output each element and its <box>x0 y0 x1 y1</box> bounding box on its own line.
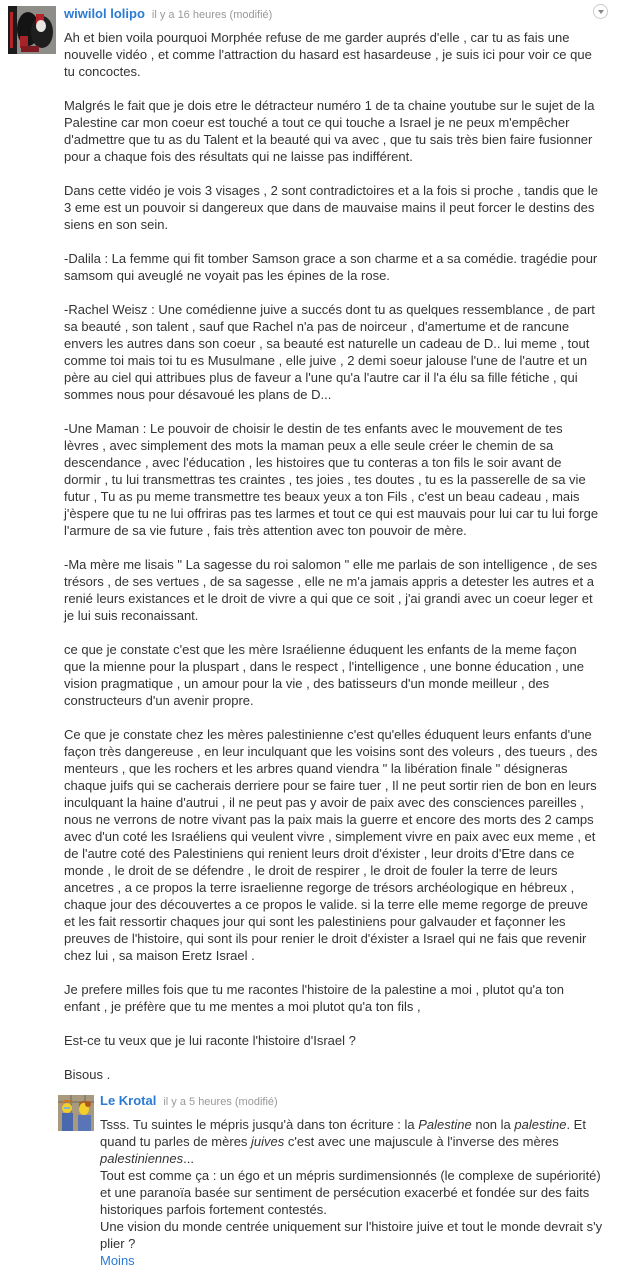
comment-paragraph: Est-ce tu veux que je lui raconte l'histoire d'Israel ? <box>64 1033 356 1048</box>
reply-text <box>100 1116 605 1269</box>
comment-paragraph: Je prefere milles fois que tu me racontes l'histoire de la palestine a moi , plutot qu'a ton enfant , je préfère que tu me mentes a moi plutot qu'a ton fils , <box>64 982 564 1014</box>
comment-paragraph: Bisous . <box>64 1067 111 1082</box>
show-less-link[interactable]: Moins <box>100 1253 135 1268</box>
comment-paragraph: ce que je constate c'est que les mère Israélienne éduquent les enfants de la meme façon que la mienne pour la pluspart , dans le respect , l'intelligence , une bonne éducation , une vision pragmatique , un amour pour la vie , des batisseurs d'un monde meilleur , des constructeurs d'un avenir propre. <box>64 642 584 708</box>
comment-paragraph: Ah et bien voila pourquoi Morphée refuse de me garder auprés d'elle , car tu as fais une nouvelle vidéo , et comme l'attraction du hasard est hasardeuse , je suis ici pour voir ce que tu concoctes. <box>64 30 592 79</box>
author-avatar[interactable] <box>8 6 56 54</box>
reply-author-avatar[interactable] <box>58 1095 94 1131</box>
boxing-gloves-avatar-image <box>8 6 56 54</box>
reply-header <box>100 1093 605 1111</box>
comment-paragraph: Malgrés le fait que je dois etre le détracteur numéro 1 de ta chaine youtube sur le sujet de la Palestine car mon coeur est touché a tout ce qui touche a Israel je ne peux m'empêcher d'admettre que tu as du Talent et la beauté qui va avec , que tu sais très bien faire fusionner pour a chaque fois des résultats qui ne laisse pas indifférent. <box>64 98 595 164</box>
reply-body <box>100 1093 605 1269</box>
comment-text <box>64 29 600 1083</box>
comment-menu-button[interactable] <box>593 4 608 19</box>
comment-paragraph: -Une Maman : Le pouvoir de choisir le destin de tes enfants avec le mouvement de tes lèvres , avec simplement des mots la maman peux a elle seule créer le chemin de sa descendance , avec l'éducation , les histoires que tu conteras a ton fils le soir avant de dormir , tu lui transmettras tes craintes , tes joies , tes doutes , tu es la passerelle de sa vie futur , Tu as pu meme transmettre tes beaux yeux a ton Fils , c'est un beau cadeau , mais j'èspere que tu ne lui offriras pas tes larmes et tout ce qui est mauvais pour lui car tu lui forge l'armure de sa vie future , fais très attention avec ton pouvoir de mère. <box>64 421 599 538</box>
comment-header <box>64 6 600 24</box>
chevron-down-icon <box>598 10 604 14</box>
comment-paragraph: Dans cette vidéo je vois 3 visages , 2 sont contradictoires et a la fois si proche , tandis que le 3 eme est un pouvoir si dangereux que dans de mauvaise mains il peut forcer le destins des siens en son sein. <box>64 183 599 232</box>
author-name-link[interactable]: wiwilol lolipo <box>64 6 145 21</box>
comment-paragraph: -Ma mère me lisais " La sagesse du roi salomon " elle me parlais de son intelligence , de ses trésors , de ses vertues , de sa sagesse , elle ne m'a jamais appris a detester les autres et a renié leurs existances et le droit de vivre a qui que ce soit , j'ai grandi avec un coeur leger et je lui suis reconaissant. <box>64 557 598 623</box>
comment-paragraph: Ce que je constate chez les mères palestinienne c'est qu'elles éduquent leurs enfants d'une façon très dangereuse , en leur inculquant que les voisins sont des voleurs , des tueurs , des menteurs , que les rochers et les arbres quand viendra " la libération finale " désigneras chaque juifs qui se cacherais derriere pour se faire tuer , Il ne peut sortir rien de bon en leurs inculquant la haine d'autrui , il ne peut pas y avoir de paix avec des consciences pareilles , nous ne verrons de notre vivant pas la paix mais la guerre et encore des morts des 2 camps avec d'un coté les Israéliens qui veulent vivre , simplement vivre en paix avec eux meme , et de l'autre coté des Palestiniens qui renient leurs droit d'éxister , leur droits d'Etre dans ce monde , le droit de se défendre , le droit de respirer , le droit de fouler la terre de leurs ancetres , a ce propos la terre israelienne regorge de trésors archéologique en hébreux , chaque jour des découvertes a ce propos le valide. si la terre elle meme regorge de preuve et les fait ressortir chaques jour qui sont les palestiniens pour galvauder et façonner les preuves de l'histoire, qui sont ils pour renier le droit d'éxister a Israel qui ne fais que revenir chez lui , sa maison Eretz Israel . <box>64 727 598 963</box>
reply-paragraph: Une vision du monde centrée uniquement sur l'histoire juive et tout le monde devrait s'y plier ? <box>100 1219 603 1251</box>
comment-paragraph: -Rachel Weisz : Une comédienne juive a succés dont tu as quelques ressemblance , de part sa beauté , son talent , sauf que Rachel n'a pas de noirceur , d'amertume et de rancune envers les autres dans son coeur , sa beauté est naturelle un cadeau de D.. lui meme , tout comme toi mais toi tu es Musulmane , elle juive , 2 demi soeur jalouse l'une de l'autre et un père au ciel qui attribues plus de faveur a l'une qu'a l'autre car il l'a élu sa fille fétiche , qui sommes nous pour désavoué les plans de D... <box>64 302 595 402</box>
reply-paragraph: Tsss. Tu suintes le mépris jusqu'à dans ton écriture : la Palestine non la palestine. Et quand tu parles de mères juives c'est avec une majuscule à l'inverse des mères palestiniennes... <box>100 1117 586 1166</box>
reply-paragraph: Tout est comme ça : un égo et un mépris surdimensionnés (le complexe de supériorité) et une paranoïa basée sur sentiment de persécution exacerbé et fondée sur des faits historiques parfois fortement contestés. <box>100 1168 601 1217</box>
reply-author-name-link[interactable]: Le Krotal <box>100 1093 157 1108</box>
reply-timestamp: il y a 5 heures (modifié) <box>163 1096 278 1108</box>
reply-comment <box>58 1093 621 1269</box>
cartoon-characters-avatar-image <box>58 1095 94 1131</box>
comment-paragraph: -Dalila : La femme qui fit tomber Samson grace a son charme et a sa comédie. tragédie pour samsom qui aveuglé ne voyait pas les épines de la rose. <box>64 251 598 283</box>
comment-body <box>64 6 600 1083</box>
comment-timestamp: il y a 16 heures (modifié) <box>151 9 273 21</box>
